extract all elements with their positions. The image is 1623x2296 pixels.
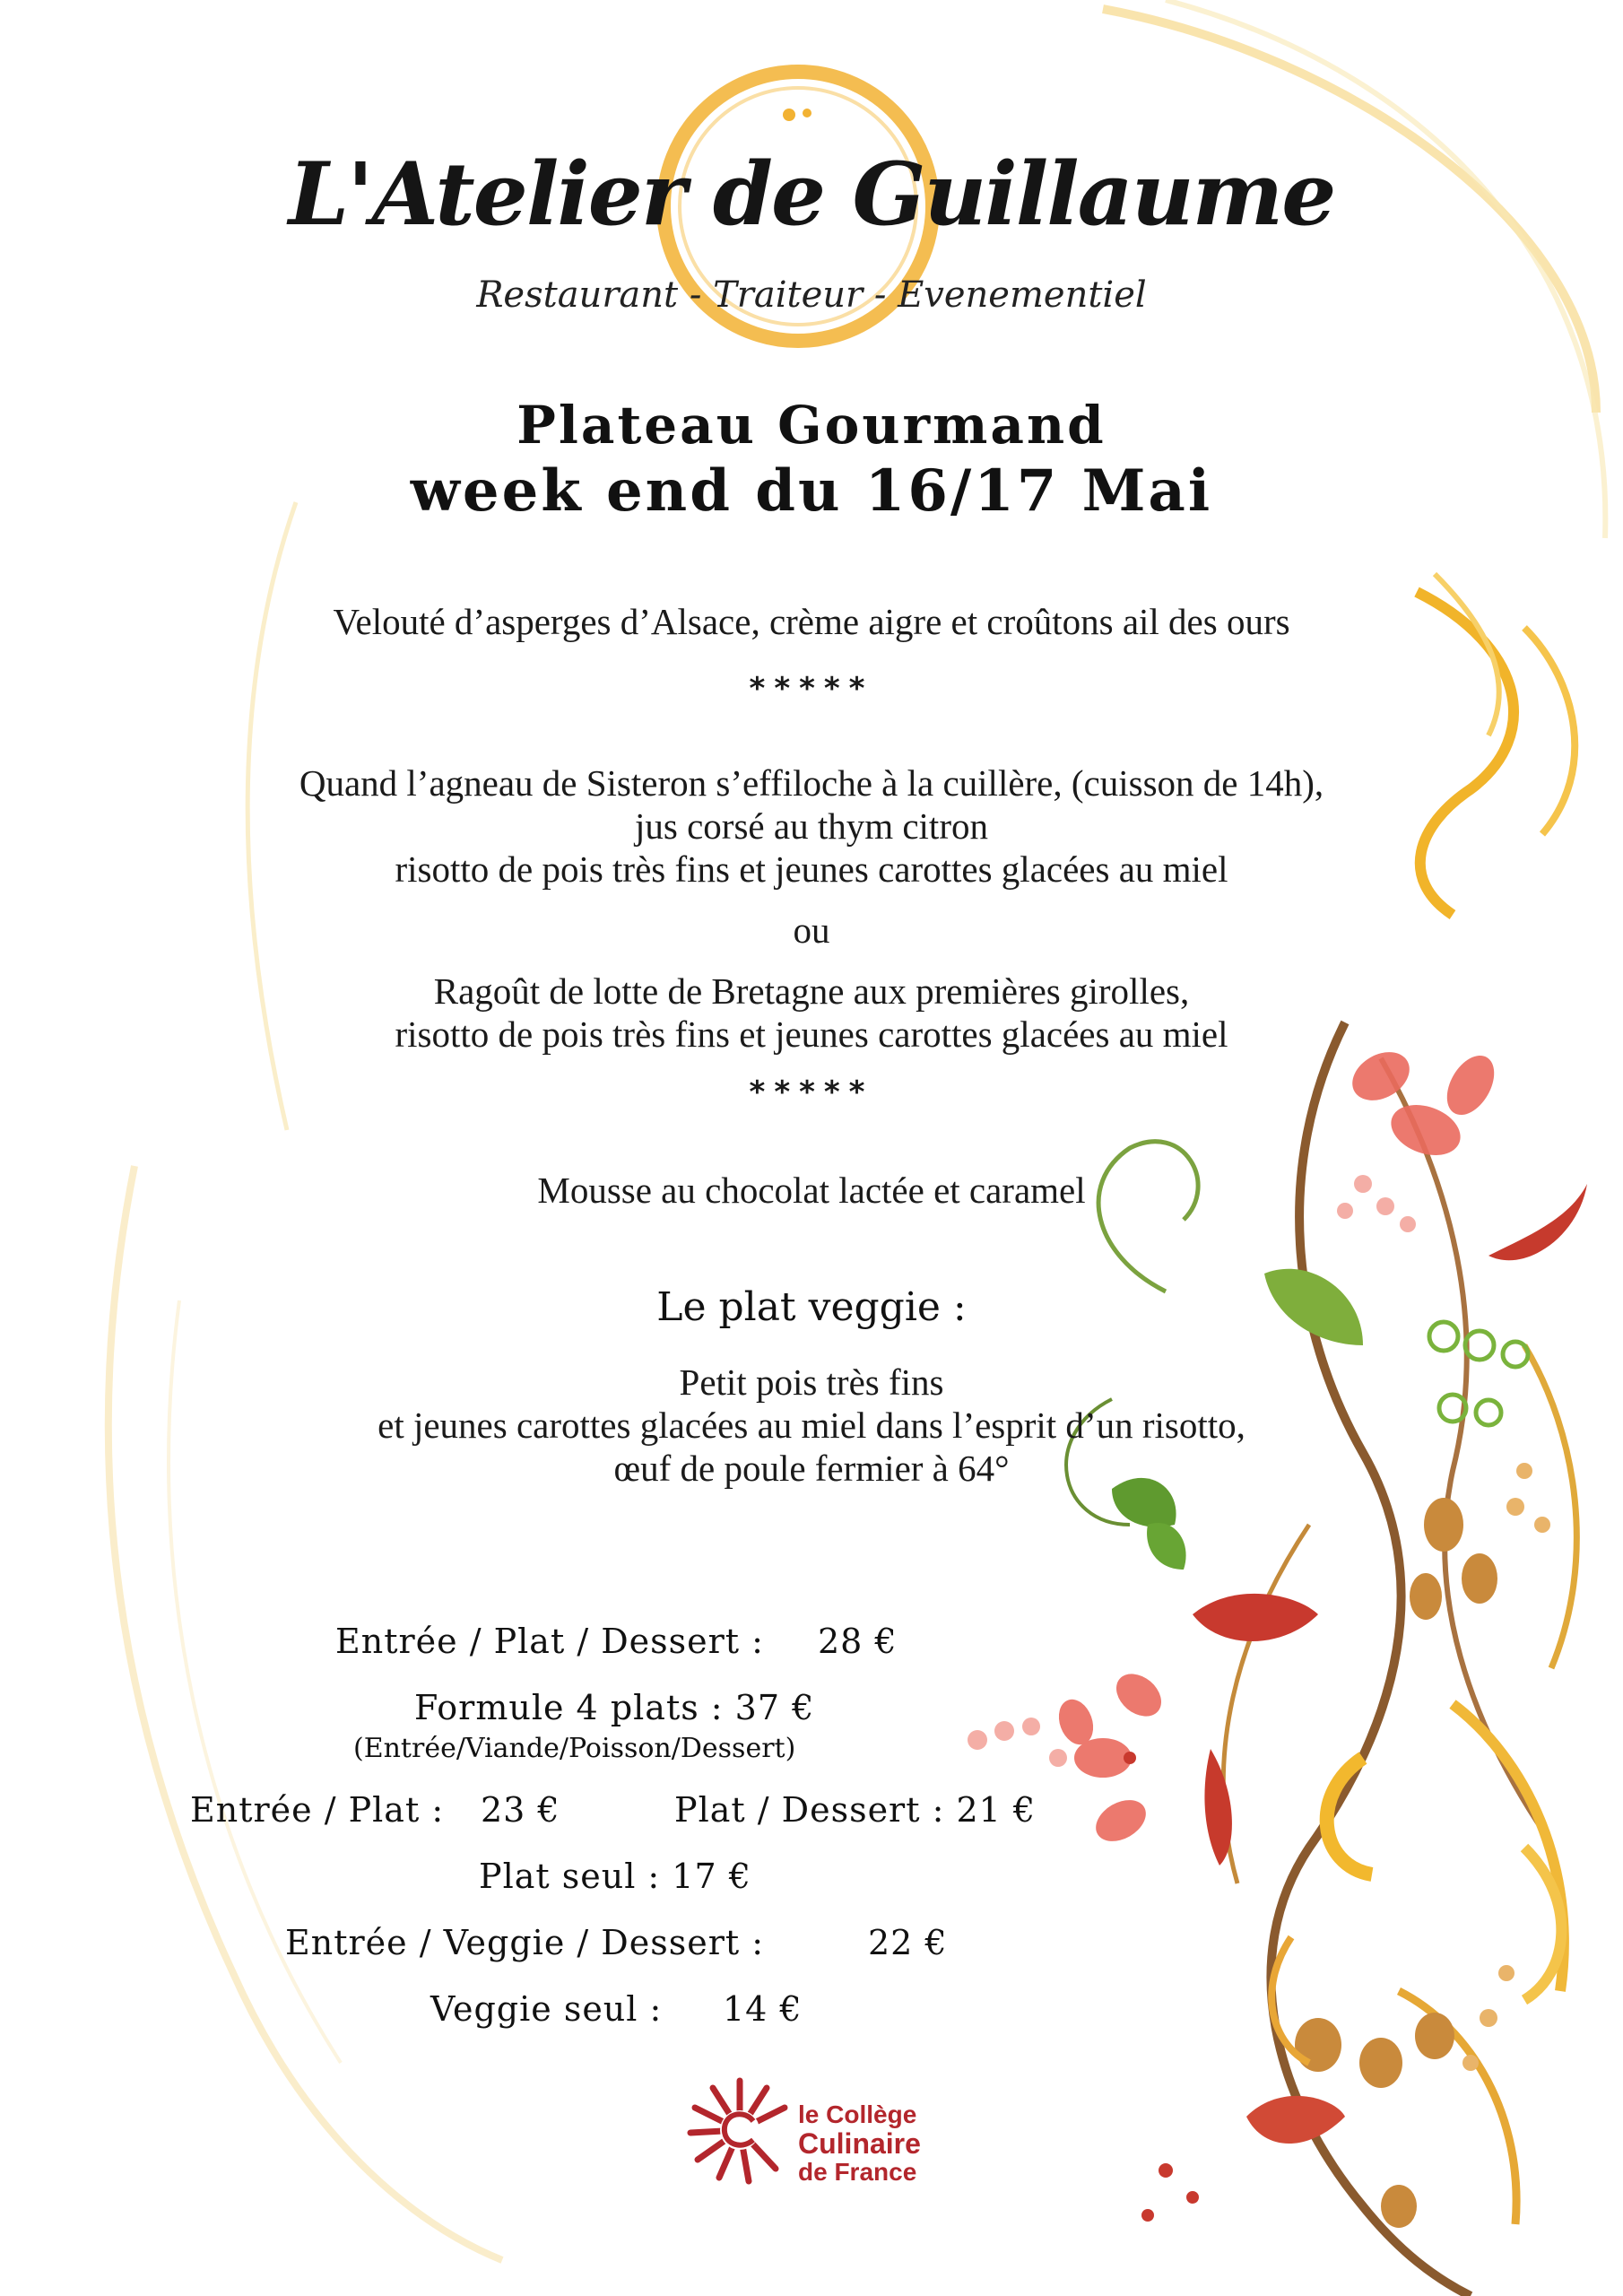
veggie-line: et jeunes carottes glacées au miel dans l’esprit d’un risotto, [378, 1405, 1245, 1446]
menu-main1-line: risotto de pois très fins et jeunes carottes glacées au miel [395, 848, 1228, 890]
college-culinaire-icon [681, 2072, 798, 2188]
price-veggie-value: 14 € [723, 1989, 803, 2029]
menu-starter: Velouté d’asperges d’Alsace, crème aigre et croûtons ail des ours [333, 601, 1290, 642]
price-ep-value: 23 € [481, 1790, 560, 1830]
college-line2: Culinaire [798, 2127, 921, 2160]
price-ep-label: Entrée / Plat : [190, 1790, 445, 1830]
brand-tagline: Restaurant - Traiteur - Evenementiel [476, 274, 1147, 316]
veggie-line: Petit pois très fins [679, 1361, 944, 1403]
price-formule-detail: (Entrée/Viande/Poisson/Dessert) [353, 1733, 796, 1764]
price-pd: Plat / Dessert : 21 € [674, 1790, 1037, 1830]
brand-name: L'Atelier de Guillaume [288, 144, 1335, 245]
menu-main2-line: Ragoût de lotte de Bretagne aux premières girolles, [433, 970, 1190, 1012]
price-evd-value: 22 € [868, 1923, 948, 1962]
price-evd-label: Entrée / Veggie / Dessert : [285, 1923, 765, 1962]
menu-or: ou [793, 909, 830, 951]
page-subtitle: week end du 16/17 Mai [410, 457, 1213, 525]
page-title: Plateau Gourmand [516, 395, 1107, 456]
college-line3: de France [798, 2158, 917, 2186]
price-epd-value: 28 € [818, 1622, 898, 1661]
menu-main2-line: risotto de pois très fins et jeunes carottes glacées au miel [395, 1013, 1228, 1055]
menu-main1-line: Quand l’agneau de Sisteron s’effiloche à la cuillère, (cuisson de 14h), [299, 762, 1324, 804]
menu-separator: ***** [749, 1074, 874, 1110]
price-plat-seul: Plat seul : 17 € [479, 1857, 751, 1896]
menu-separator: ***** [749, 671, 874, 707]
menu-main1-line: jus corsé au thym citron [635, 805, 988, 847]
veggie-title: Le plat veggie : [656, 1284, 967, 1330]
price-epd-label: Entrée / Plat / Dessert : [335, 1622, 764, 1661]
price-veggie-label: Veggie seul : [430, 1989, 663, 2029]
veggie-line: œuf de poule fermier à 64° [613, 1448, 1010, 1489]
college-line1: le Collège [798, 2100, 917, 2128]
price-formule: Formule 4 plats : 37 € [414, 1688, 815, 1727]
menu-dessert: Mousse au chocolat lactée et caramel [537, 1170, 1086, 1211]
